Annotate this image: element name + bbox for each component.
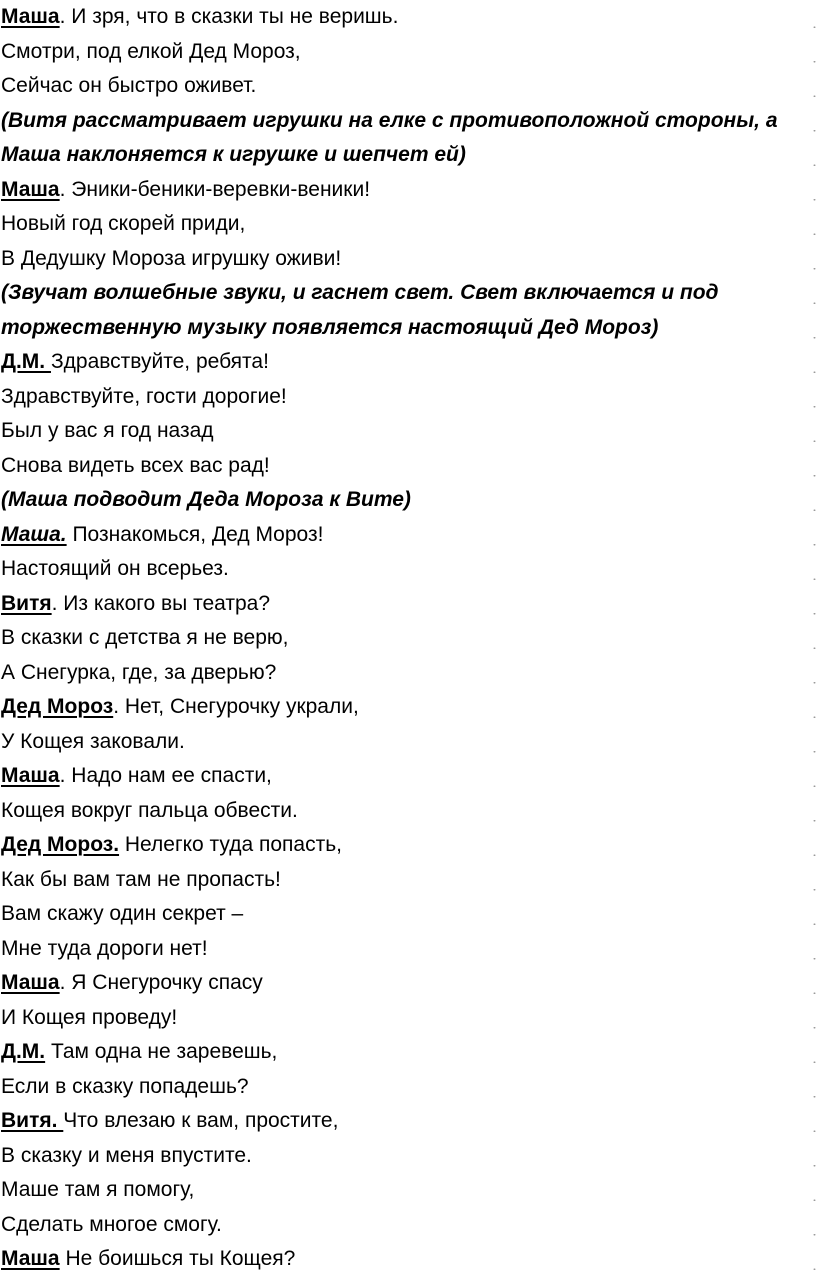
script-line [1, 932, 816, 967]
script-line [1, 69, 816, 104]
speaker-label: Витя [1, 591, 52, 615]
speaker-label: Маша [1, 1247, 60, 1270]
line-text: . Надо нам ее спасти, [59, 764, 272, 787]
script-line [1, 449, 816, 484]
script-line [1, 725, 816, 760]
script-line [1, 1035, 816, 1070]
script-line [1, 828, 816, 863]
script-line [1, 1104, 816, 1139]
speaker-label: Дед Мороз [1, 695, 114, 718]
speaker-label: Маша [1, 5, 60, 28]
line-text: В сказки с детства я не верю, [1, 626, 289, 649]
line-text: Сделать многое смогу. [1, 1212, 222, 1236]
script-line [1, 966, 816, 1001]
script-line [1, 207, 816, 242]
stage-direction [1, 311, 816, 346]
line-text: Там одна не заревешь, [45, 1040, 278, 1063]
stage-text: торжественную музыку появляется настоящий Дед Мороз) [1, 315, 659, 339]
speaker-label: Маша [1, 764, 60, 787]
line-text: Вам скажу один секрет – [1, 902, 244, 925]
line-text: Что влезаю к вам, простите, [63, 1109, 339, 1132]
script-line [1, 242, 816, 277]
line-text: У Кощея заковали. [1, 729, 185, 753]
stage-text: (Витя рассматривает игрушки на елке с противоположной стороны, а [1, 108, 778, 132]
stage-direction [1, 138, 816, 173]
script-line [1, 1242, 816, 1277]
stage-direction [1, 104, 816, 139]
line-text: . Я Снегурочку спасу [59, 971, 263, 994]
script-line [1, 1208, 816, 1243]
script-line [1, 1139, 816, 1174]
speaker-label: Маша [1, 971, 60, 994]
script-line [1, 0, 816, 35]
script-line [1, 621, 816, 656]
line-text: В сказку и меня впустите. [1, 1143, 252, 1167]
line-text: Смотри, под елкой Дед Мороз, [1, 39, 301, 63]
line-text: . Нет, Снегурочку украли, [113, 695, 359, 718]
script-line [1, 1001, 816, 1036]
script-line [1, 345, 816, 380]
line-text: . Из какого вы театра? [51, 591, 271, 615]
script-line [1, 380, 816, 415]
stage-text: (Маша подводит Деда Мороза к Вите) [1, 488, 411, 511]
script-line [1, 897, 816, 932]
stage-text: (Звучат волшебные звуки, и гаснет свет. Свет включается и под [1, 281, 719, 304]
speaker-label: Дед Мороз. [1, 833, 120, 856]
line-text: Снова видеть всех вас рад! [1, 453, 270, 477]
line-text: Новый год скорей приди, [1, 212, 246, 235]
line-text: Здравствуйте, гости дорогие! [1, 384, 287, 408]
speaker-label: Д.М. [1, 1040, 46, 1063]
script-line [1, 414, 816, 449]
script-line [1, 587, 816, 622]
line-text: . И зря, что в сказки ты не веришь. [59, 5, 399, 28]
line-text: В Дедушку Мороза игрушку оживи! [1, 246, 342, 270]
script-line [1, 35, 816, 70]
script-line [1, 1070, 816, 1105]
script-line [1, 552, 816, 587]
script-line [1, 173, 816, 208]
line-text: Был у вас я год назад [1, 419, 214, 442]
script-line [1, 518, 816, 553]
line-text: Познакомься, Дед Мороз! [66, 522, 324, 546]
script-line [1, 656, 816, 691]
line-text: . Эники-беники-веревки-веники! [59, 177, 371, 201]
line-text: Маше там я помогу, [1, 1178, 195, 1201]
line-text: Настоящий он всерьез. [1, 557, 229, 580]
line-text: Как бы вам там не пропасть! [1, 867, 281, 891]
script-line [1, 794, 816, 829]
line-text: И Кощея проведу! [1, 1005, 178, 1029]
line-text: Нелегко туда попасть, [119, 833, 342, 856]
stage-text: Маша наклоняется к игрушке и шепчет ей) [1, 143, 466, 166]
stage-direction [1, 483, 816, 518]
stage-direction [1, 276, 816, 311]
script-line [1, 863, 816, 898]
line-text: Кощея вокруг пальца обвести. [1, 798, 298, 822]
speaker-label: Маша. [1, 522, 67, 546]
line-text: А Снегурка, где, за дверью? [1, 660, 277, 684]
speaker-label: Витя. [1, 1109, 64, 1132]
speaker-label: Д.М. [1, 350, 51, 373]
line-text: Здравствуйте, ребята! [50, 350, 269, 373]
script-line [1, 759, 816, 794]
line-text: Если в сказку попадешь? [1, 1074, 249, 1098]
script-line [1, 690, 816, 725]
speaker-label: Маша [1, 177, 60, 201]
line-text: Сейчас он быстро оживет. [1, 74, 257, 97]
line-text: Не боишься ты Кощея? [59, 1247, 296, 1270]
script-line [1, 1173, 816, 1208]
line-text: Мне туда дороги нет! [1, 936, 208, 960]
